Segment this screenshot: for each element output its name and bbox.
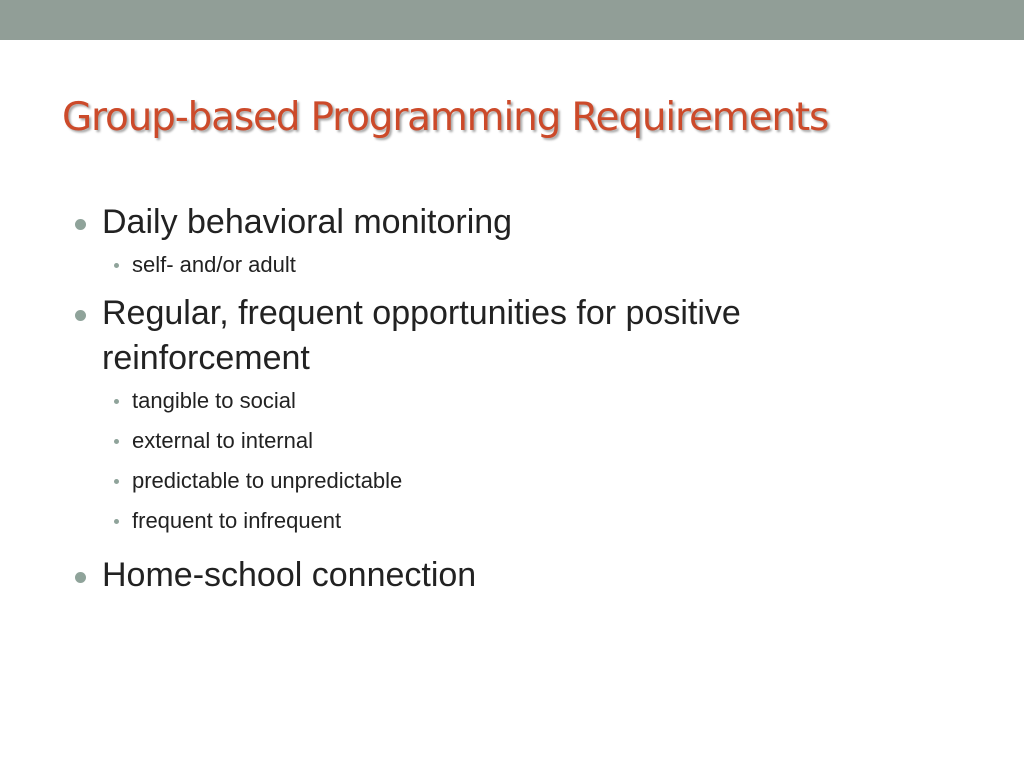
sub-bullet-item [72,461,872,501]
bullet-item [72,200,872,245]
sub-bullet-marker-icon [114,399,119,404]
sub-bullet-marker-icon [114,519,119,524]
top-band [0,0,1024,40]
bullet-text: Home-school connection [102,556,477,594]
sub-bullet-text: predictable to unpredictable [132,468,403,493]
slide-content [72,200,872,598]
bullet-marker-icon [75,310,86,321]
bullet-item [72,553,872,598]
sub-bullet-item [72,381,872,421]
sub-bullet-item [72,421,872,461]
sub-bullet-marker-icon [114,479,119,484]
bullet-item [72,291,872,381]
sub-bullet-item [72,245,872,285]
slide-title: Group-based Programming Requirements [62,95,829,140]
bullet-marker-icon [75,219,86,230]
sub-bullet-item [72,501,872,541]
bullet-text: Daily behavioral monitoring [102,203,513,241]
bullet-marker-icon [75,572,86,583]
bullet-text: Regular, frequent opportunities for positive reinforcement [102,294,741,377]
sub-bullet-text: self- and/or adult [132,252,296,277]
sub-bullet-text: tangible to social [132,388,296,413]
sub-bullet-marker-icon [114,439,119,444]
sub-bullet-text: frequent to infrequent [132,508,342,533]
sub-bullet-marker-icon [114,263,119,268]
sub-bullet-text: external to internal [132,428,313,453]
